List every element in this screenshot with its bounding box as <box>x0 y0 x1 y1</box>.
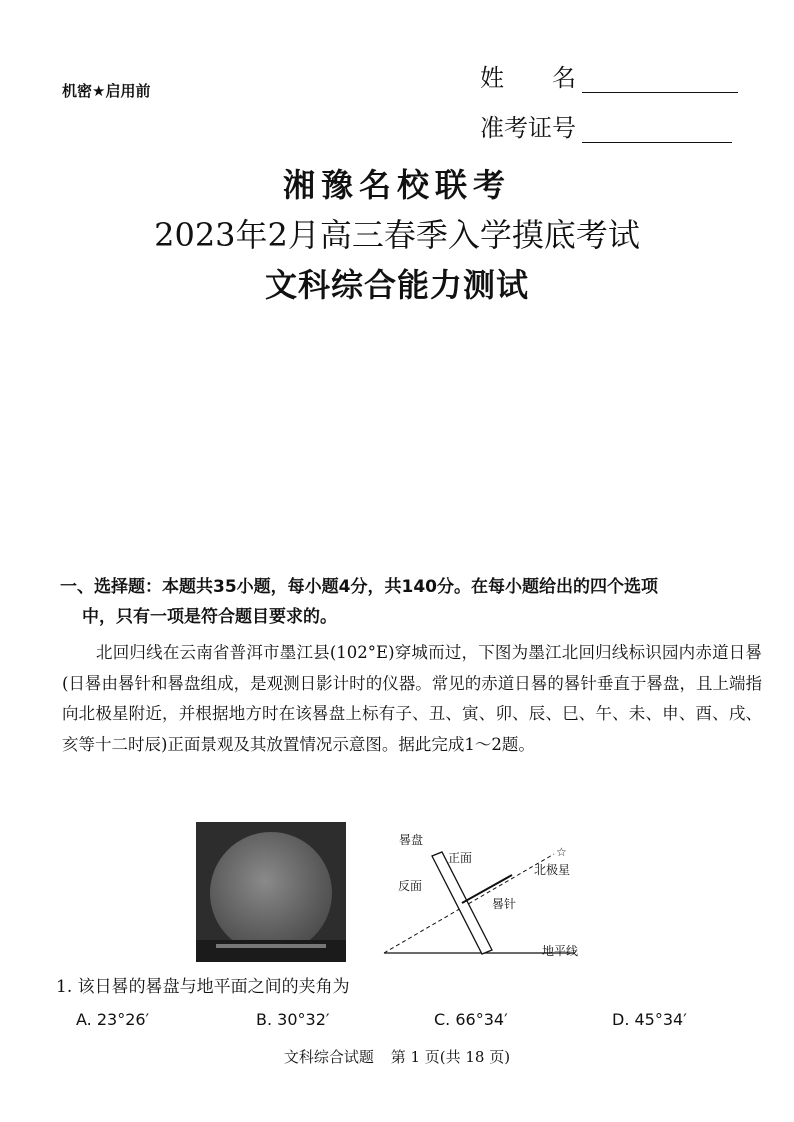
option-b[interactable]: B. 30°32′ <box>256 1010 330 1029</box>
section-heading-line2: 中，只有一项是符合题目要求的。 <box>82 607 337 627</box>
sundial-photo <box>196 822 346 962</box>
polaris-star-icon: ☆ <box>556 845 567 859</box>
exam-id-field <box>480 108 732 143</box>
option-c[interactable]: C. 66°34′ <box>434 1010 508 1029</box>
exam-id-label: 准考证号 <box>480 114 576 142</box>
sundial-rail-image <box>216 944 326 948</box>
sundial-dial-image <box>210 832 332 954</box>
footer-page-number: 第 1 页(共 18 页) <box>390 1048 511 1066</box>
label-back: 反面 <box>398 879 423 893</box>
label-front: 正面 <box>448 851 473 865</box>
exam-id-blank-line[interactable] <box>582 116 732 143</box>
name-field <box>480 58 738 93</box>
label-horizon: 地平线 <box>542 944 579 958</box>
passage-text: 北回归线在云南省普洱市墨江县(102°E)穿城而过，下图为墨江北回归线标识园内赤道日晷(日晷由晷针和晷盘组成，是观测日影计时的仪器。常见的赤道日晷的晷针垂直于晷盘，且上端指向北极星附近，并根据地方时在该晷盘上标有子、丑、寅、卯、辰、巳、午、未、申、酉、戌、亥等十二时辰)正面景观及其放置情况示意图。据此完成1～2题。 <box>62 643 762 754</box>
question-1-stem: 1. 该日晷的晷盘与地平面之间的夹角为 <box>56 977 350 997</box>
name-label: 姓 名 <box>480 64 576 92</box>
exam-title-line3: 文科综合能力测试 <box>264 266 529 304</box>
exam-title-line1: 湘豫名校联考 <box>282 166 511 204</box>
label-polaris: 北极星 <box>534 863 571 877</box>
label-needle: 晷针 <box>492 897 517 911</box>
exam-title-line2: 2023年2月高三春季入学摸底考试 <box>154 216 640 254</box>
secret-mark: 机密★启用前 <box>62 82 151 100</box>
sundial-diagram <box>374 828 594 968</box>
label-dial: 晷盘 <box>399 833 424 847</box>
section-heading <box>60 572 760 632</box>
page-footer <box>0 1046 794 1067</box>
name-blank-line[interactable] <box>582 66 738 93</box>
option-d[interactable]: D. 45°34′ <box>612 1010 687 1029</box>
footer-subject: 文科综合试题 <box>283 1048 374 1066</box>
option-a[interactable]: A. 23°26′ <box>76 1010 150 1029</box>
section-heading-line1: 一、选择题：本题共35小题，每小题4分，共140分。在每小题给出的四个选项 <box>60 577 658 597</box>
